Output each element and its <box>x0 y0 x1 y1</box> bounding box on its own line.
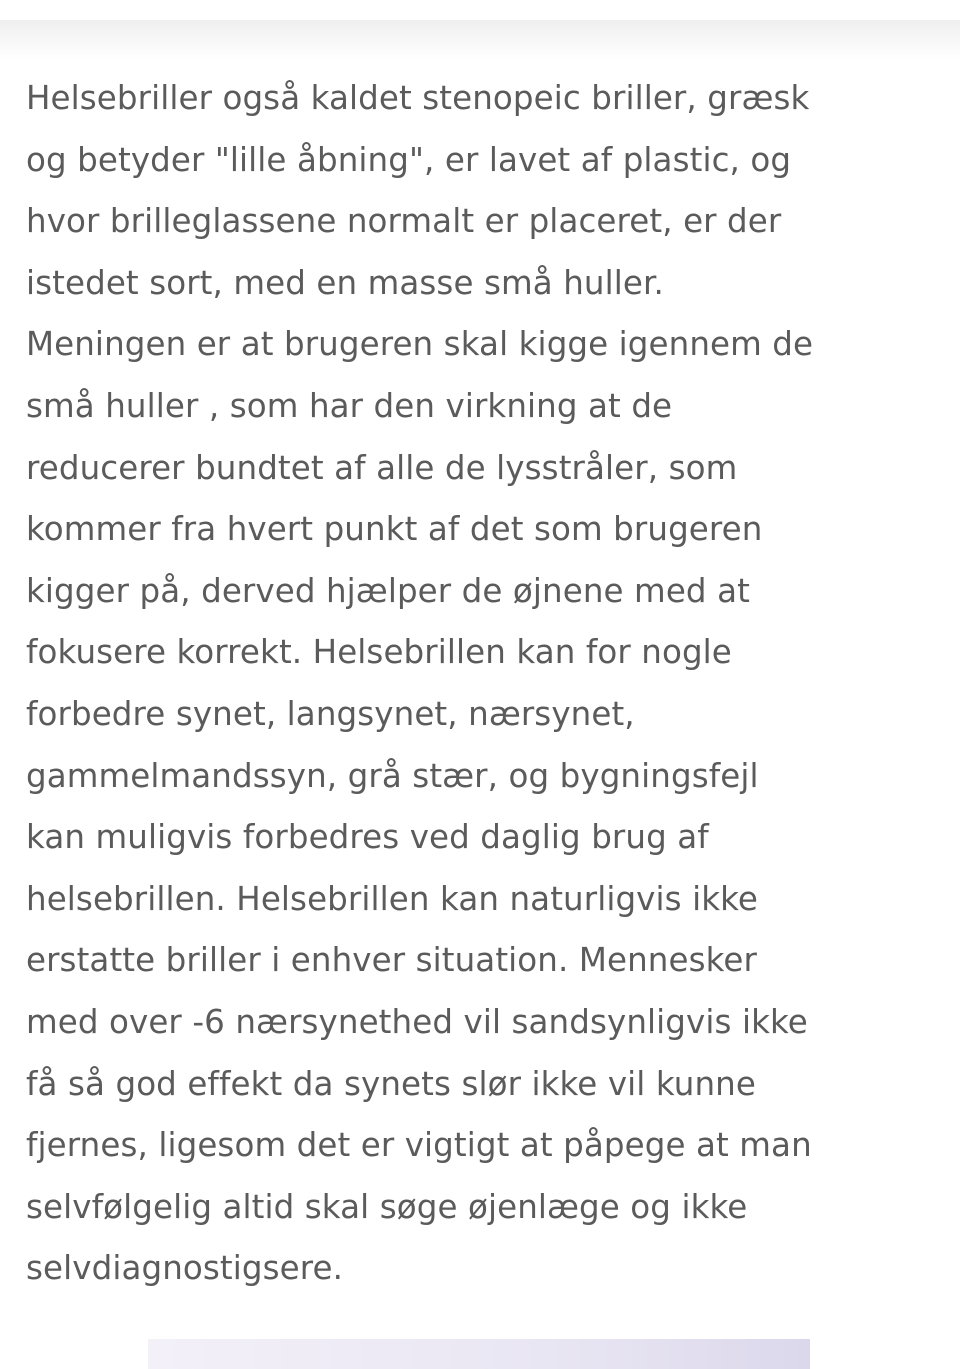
text-line: fjernes, ligesom det er vigtigt at påpege at man <box>26 1126 812 1165</box>
text-line: få så god effekt da synets slør ikke vil kunne <box>26 1064 756 1103</box>
text-line: kan muligvis forbedres ved daglig brug af <box>26 818 709 857</box>
text-line: Helsebriller også kaldet stenopeic briller, græsk <box>26 79 810 117</box>
article-body <box>26 68 946 1300</box>
article-image <box>148 1339 810 1369</box>
text-line: fokusere korrekt. Helsebrillen kan for nogle <box>26 633 732 672</box>
text-line: helsebrillen. Helsebrillen kan naturligvis ikke <box>26 879 759 918</box>
header-shadow <box>0 20 960 60</box>
top-bar <box>0 0 960 20</box>
text-line: kommer fra hvert punkt af det som brugeren <box>26 510 763 549</box>
text-line: Meningen er at brugeren skal kigge igennem de <box>26 325 814 364</box>
text-line: selvfølgelig altid skal søge øjenlæge og ikke <box>26 1187 748 1226</box>
text-line: selvdiagnostigsere. <box>26 1249 344 1288</box>
text-line: hvor brilleglassene normalt er placeret, er der <box>26 202 782 241</box>
text-line: erstatte briller i enhver situation. Mennesker <box>26 941 757 980</box>
text-line: og betyder "lille åbning", er lavet af plastic, og <box>26 140 792 179</box>
text-line: små huller , som har den virkning at de <box>26 386 673 425</box>
text-line: kigger på, derved hjælper de øjnene med at <box>26 571 750 610</box>
text-line: forbedre synet, langsynet, nærsynet, <box>26 694 635 733</box>
text-line: reducerer bundtet af alle de lysstråler, som <box>26 448 738 487</box>
text-line: med over -6 nærsynethed vil sandsynligvis ikke <box>26 1002 808 1041</box>
text-line: istedet sort, med en masse små huller. <box>26 263 664 302</box>
text-line: gammelmandssyn, grå stær, og bygningsfejl <box>26 756 759 795</box>
